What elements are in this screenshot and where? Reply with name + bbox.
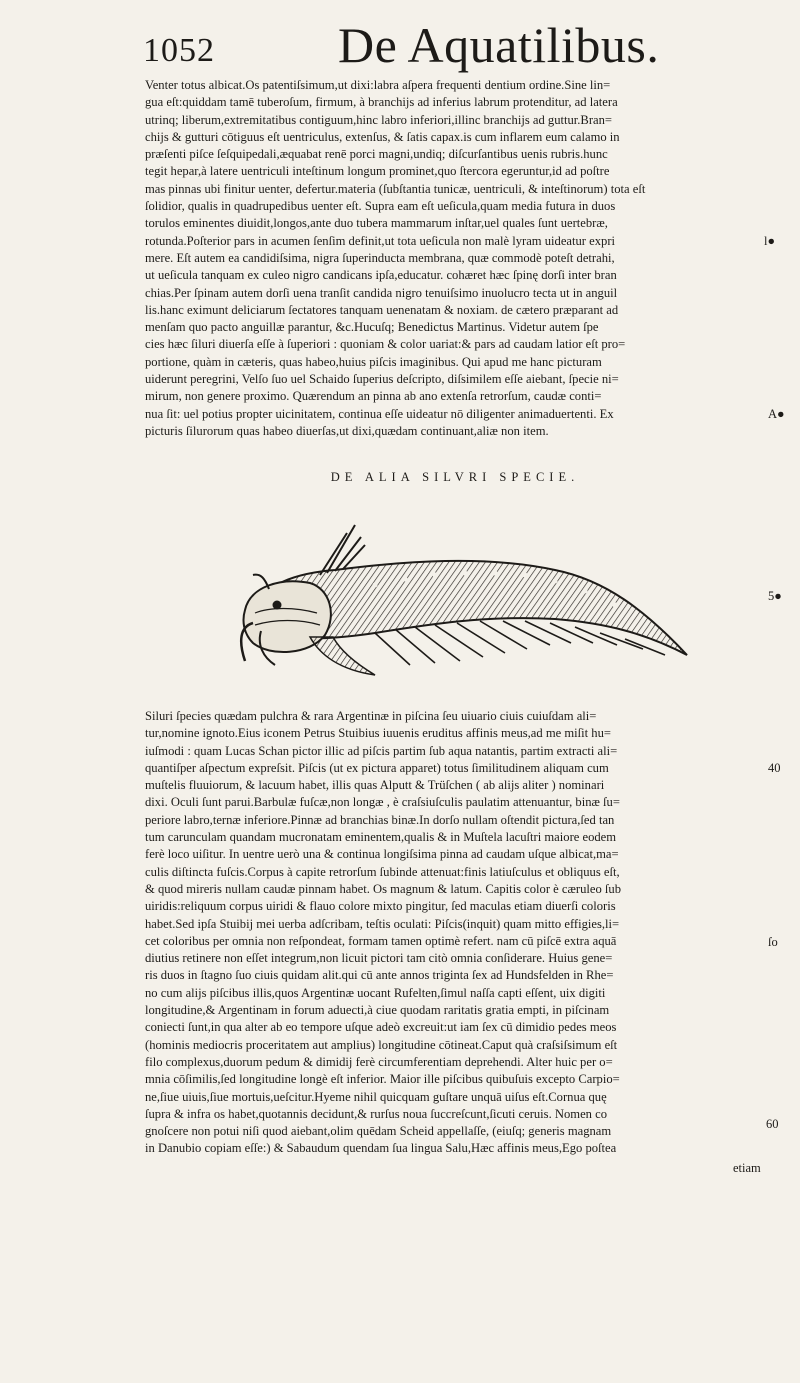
text-line: ut ueſicula tanquam ex culeo nigro candicans ipſa,educatur. cohæret hæc ſpinę dorſi inter bran <box>145 268 617 283</box>
text-line: iuſmodi : quam Lucas Schan pictor illic ad piſcis partim ſub aqua natantis, partim extracti ali= <box>145 743 618 758</box>
text-line: filo complexus,duorum pedum & dimidij ferè circumferentiam deprehendi. Alter huic per o= <box>145 1054 613 1069</box>
text-line: picturis ſilurorum quas habeo diuerſas,ut dixi,quædam continuant,aliæ non item. <box>145 423 549 438</box>
text-line: uiderunt peregrini, Velſo ſuo uel Schaido ſuperius deſcripto, diſsimilem eſſe aiebant, ſpecie ni= <box>145 372 619 387</box>
text-line: periore labro,ternæ inferiore.Pinnæ ad branchias binæ.In dorſo nullam oſtendit pictura,ſed tan <box>145 812 615 827</box>
text-line: ferè loco uiſitur. In uentre uerò una & continua longiſsima pinna ad caudam uſque albicat,ma= <box>145 847 619 862</box>
text-line: diutius retinere non eſſet integrum,non licuit pictori tam citò omnia conſiderare. Huius gene= <box>145 951 613 966</box>
text-line: gnoſcere non potui niſi quod aiebant,olim quēdam Scheid appellaſſe, (eiuſq; generis magnam <box>145 1124 612 1139</box>
text-line: gua eſt:quiddam tamē tuberoſum, firmum, à branchijs ad inferius labrum protenditur, ad latera <box>145 95 618 110</box>
text-line: menſam quo pacto anguillæ parantur, &c.Hucuſq; Benedictus Martinus. Videtur autem ſpe <box>145 320 599 335</box>
text-line: longitudine,& Argentinam in forum aduecti,à ciue quodam raritatis gratia empti, in piſcinam <box>145 1003 610 1018</box>
text-line: cet coloribus per omnia non reſpondeat, formam tamen optimè refert. nam cū piſcē extra aquā <box>145 933 617 948</box>
fish-woodcut-illustration <box>225 515 700 685</box>
text-line: chijs & gutturi cōtiguus eſt uentriculus, extenſus, & ſatis capax.is cum inflarem eum calamo in <box>145 129 620 144</box>
text-line: chias.Per ſpinam autem dorſi uena tranſit candida nigro tenuiſsimo inuolucro tecta ut in anguil <box>145 285 618 300</box>
text-line: tum carunculam quandam mucronatam eminentem,qualis & in Muſtela lacuſtri maiore eodem <box>145 830 617 845</box>
margin-note: A● <box>768 407 785 421</box>
page-number: 1052 <box>143 32 215 69</box>
text-line: ſolidior, qualis in quadrupedibus uenter eſt. Supra eam eſt ueſicula,quam media futura in duos <box>145 199 616 214</box>
text-line: culis diſtincta fuſcis.Corpus à capite retrorſum ſubinde attenuat:finis latiuſculus et obliquus eſt, <box>145 864 620 879</box>
text-line: in Danubio copiam eſſe:) & Sabaudum quendam ſua lingua Salu,Hæc affinis meus,Ego poſtea <box>145 1141 617 1156</box>
text-line: coniecti ſunt,in qua alter ab eo tempore uſque adeò excreuit:ut iam ſex cū dimidio pedes meos <box>145 1020 617 1035</box>
text-line: ris duos in ſtagno ſuo ciuis quidam alit.qui cū ante annos triginta ſex ad Hundsfelden in Rhe= <box>145 968 614 983</box>
text-line: mas pinnas ubi finitur uenter, defertur.materia (ſubſtantia tunicæ, uentriculi, & inteſtinorum) tota eſt <box>145 181 646 196</box>
text-line: ne,ſiue uiuis,ſiue mortuis,ueſcitur.Hyeme nihil quicquam guſtare unquā uiſus eſt.Cornua quę <box>145 1089 607 1104</box>
text-line: (hominis mediocris proceritatem aut amplius) longitudine cōtineat.Caput quà craſsiſsimum eſt <box>145 1037 618 1052</box>
text-line: rotunda.Poſterior pars in acumen ſenſim definit,ut tota ueſicula non malè lyram uideatur expri <box>145 233 616 248</box>
text-line: muſtelis fluuiorum, & lacuum habet, illis quas Alputt & Trüſchen ( ab alijs aliter ) nominari <box>145 778 605 793</box>
margin-note: l● <box>764 234 776 248</box>
text-line: mirum, non genere proximo. Quærendum an pinna ab ano extenſa retrorſum, caudæ conti= <box>145 389 602 404</box>
text-line: Venter totus albicat.Os patentiſsimum,ut dixi:labra aſpera frequenti dentium ordine.Sine lin= <box>145 78 611 92</box>
text-block-top <box>145 77 765 440</box>
text-line: nua ſit: uel potius propter uicinitatem, continua eſſe uideatur nō diligenter animaduertenti. Ex <box>145 406 614 421</box>
margin-note: ſo <box>768 935 778 949</box>
margin-note: 60 <box>766 1117 779 1131</box>
text-block-bottom <box>145 708 765 1158</box>
text-line: quantiſper aſpectum expreſsit. Piſcis (ut ex pictura apparet) totus ſimilitudinem aliquam cum <box>145 760 609 775</box>
text-line: cies hæc ſiluri diuerſa eſſe à ſuperiori : quoniam & color uariat:& pars ad caudam latior eſt pro= <box>145 337 626 352</box>
text-line: & quod mireris nullam caudæ pinnam habet. Os magnum & latum. Capitis color è cæruleo ſub <box>145 881 622 896</box>
text-line: mere. Eſt autem ea candidiſsima, nigra ſuperinducta membrana, quæ commodè poteſt detrahi, <box>145 250 615 265</box>
text-line: præſenti piſce ſeſquipedali,æquabat renē porci magni,undiq; diſcurſantibus uenis rubris.hunc <box>145 147 608 162</box>
margin-note: 40 <box>768 761 781 775</box>
catchword: etiam <box>733 1161 761 1175</box>
text-line: tur,nomine ignoto.Eius iconem Petrus Stuibius iuuenis eruditus affinis meus,ad me miſit hu= <box>145 726 611 741</box>
text-line: torulos eminentes diuidit,longos,ante duo tubera mammarum inſtar,uel quales ſunt uertebræ, <box>145 216 608 231</box>
text-line: uiridis:reliquum corpus uiridi & flauo colore mixto pingitur, ſed maculas etiam diuerſi coloris <box>145 899 616 914</box>
text-line: Siluri ſpecies quædam pulchra & rara Argentinæ in piſcina ſeu uiuario ciuis cuiuſdam ali= <box>145 709 597 723</box>
text-line: tegit hepar,à latere uentriculi inteſtinum longum prominet,quo ſtercora egeruntur,id ad poſtre <box>145 164 610 179</box>
text-line: utrinq; liberum,extremitatibus contiguum,hinc labro inferiori,illinc branchijs ad guttur.Bran= <box>145 112 613 127</box>
section-heading: DE ALIA SILVRI SPECIE. <box>330 470 580 484</box>
running-title: De Aquatilibus. <box>338 17 660 73</box>
text-line: dixi. Oculi ſunt parui.Barbulæ fuſcæ,non longæ , è craſsiuſculis paulatim attenuantur, binæ ſu= <box>145 795 620 810</box>
text-line: habet.Sed ipſa Stuibij mei uerba adſcribam, teſtis oculati: Piſcis(inquit) quam mitto effigies,li= <box>145 916 620 931</box>
text-line: portione, quàm in cæteris, quas habeo,huius piſcis imaginibus. Qui apud me hanc picturam <box>145 354 602 369</box>
text-line: no cum alijs piſcibus illis,quos Argentinæ uocant Rufelten,ſimul naſſa capti eſſent, uix digiti <box>145 985 606 1000</box>
text-line: lis.hanc eximunt deliciarum ſectatores tanquam uenenatam & noxiam. de cætero præparant ad <box>145 302 619 317</box>
text-line: mnia cōſimilis,ſed longitudine longè eſt inferior. Maior ille piſcibus quibuſuis excepto Carpio= <box>145 1072 620 1087</box>
text-line: ſupra & infra os habet,quotannis decidunt,& rurſus noua ſuccreſcunt,ſicuti ceruis. Nomen co <box>145 1106 607 1121</box>
margin-note: 5● <box>768 589 782 603</box>
